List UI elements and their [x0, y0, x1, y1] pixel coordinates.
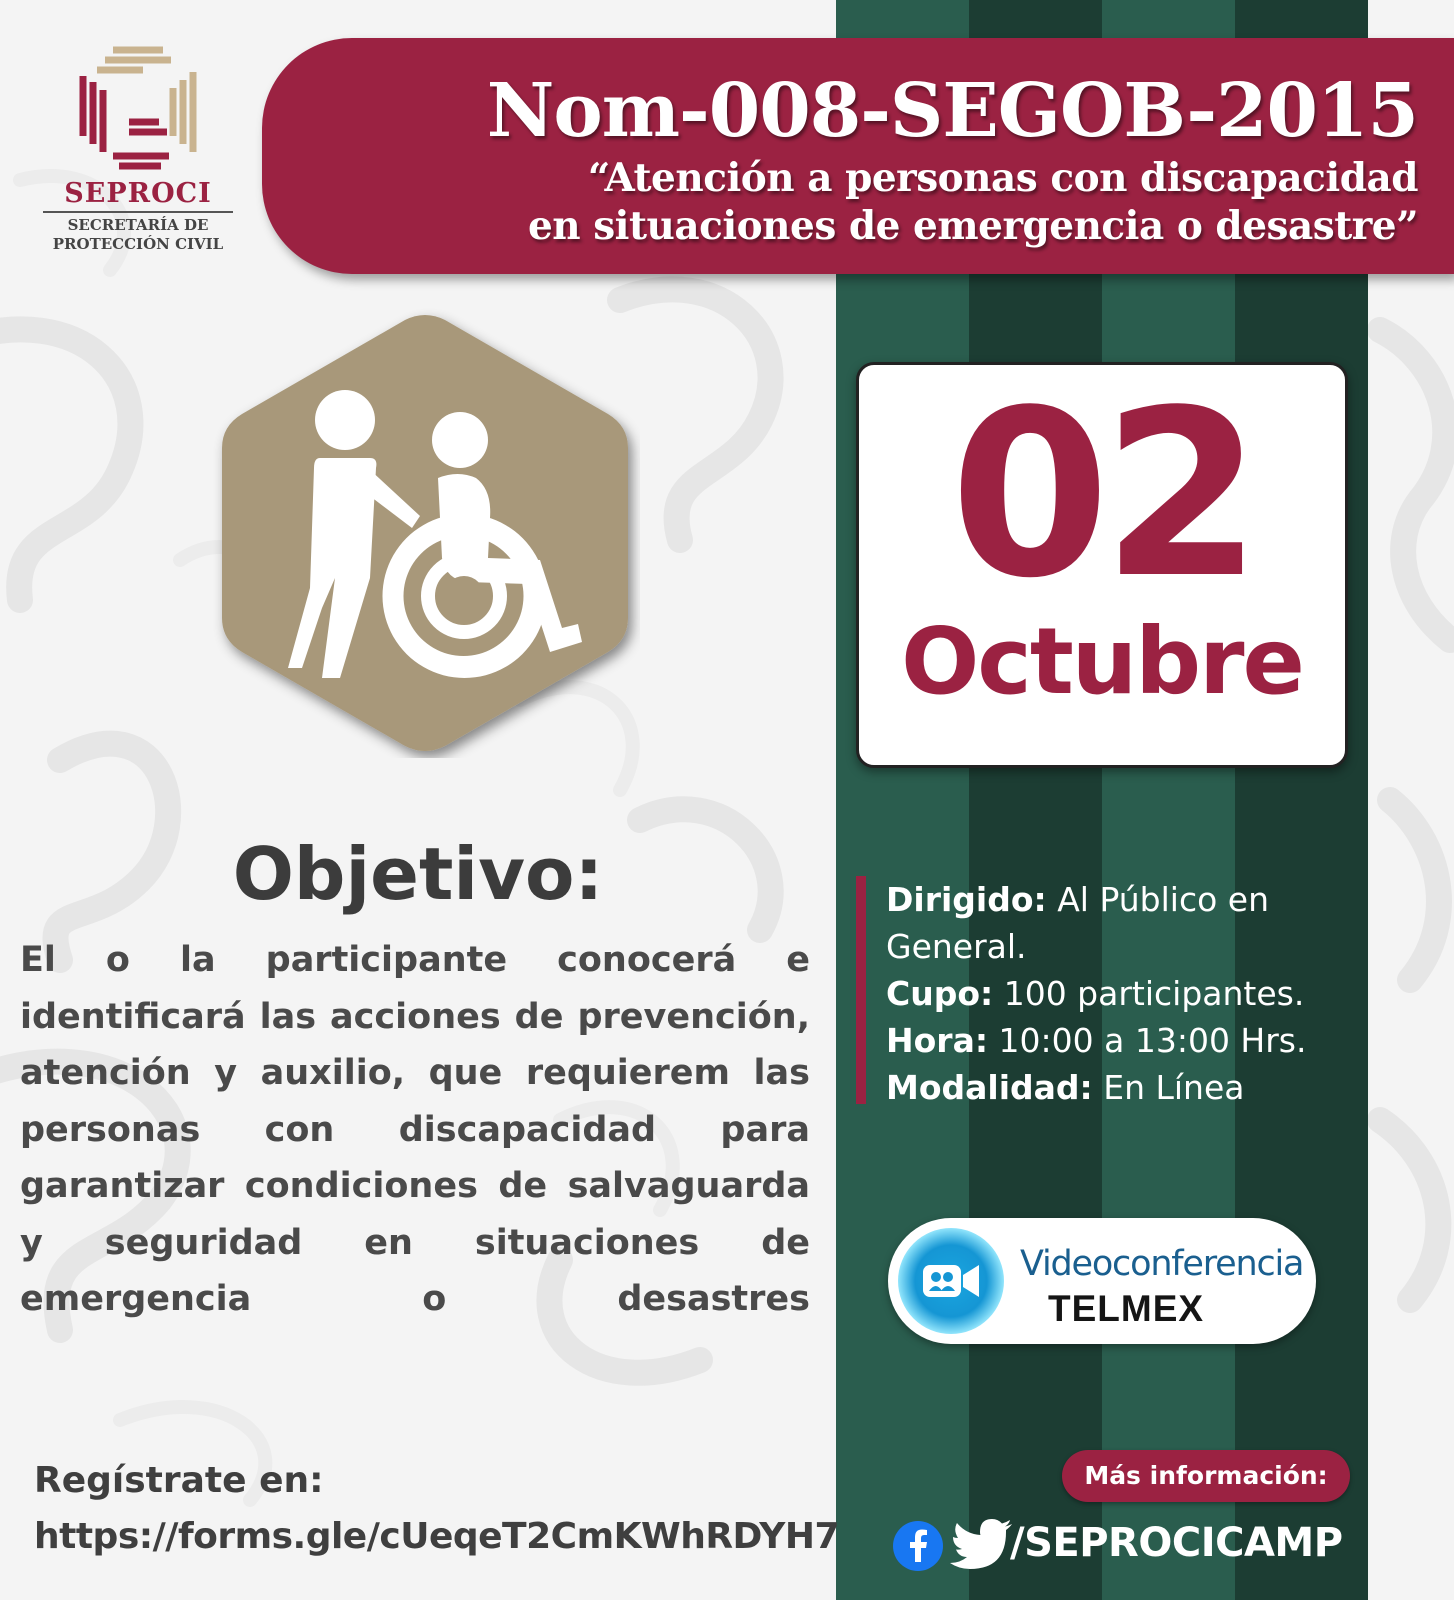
audience-label: Dirigido:	[886, 880, 1047, 919]
social-handle[interactable]: /SEPROCICAMP	[1010, 1520, 1343, 1566]
twitter-icon[interactable]	[950, 1516, 1014, 1572]
subtitle-line1: “Atención a personas con discapacidad	[587, 155, 1418, 201]
time-row	[886, 1017, 1356, 1064]
capacity-row	[886, 970, 1356, 1017]
wheelchair-assistance-icon	[210, 308, 640, 758]
logo-subtitle-line2: PROTECCIÓN CIVIL	[52, 235, 224, 253]
objective-heading: Objetivo:	[232, 832, 604, 916]
title-banner	[262, 38, 1454, 274]
platform-brand: TELMEX	[1048, 1288, 1205, 1329]
time-label: Hora:	[886, 1021, 989, 1060]
mode-label: Modalidad:	[886, 1068, 1093, 1107]
event-day: 02	[949, 362, 1255, 629]
audience-value: Al Público en General.	[886, 880, 1270, 966]
subtitle-line2: en situaciones de emergencia o desastre”	[527, 203, 1418, 249]
time-value: 10:00 a 13:00 Hrs.	[998, 1021, 1307, 1060]
audience-row	[886, 876, 1356, 970]
logo-subtitle-line1: SECRETARÍA DE	[67, 216, 209, 234]
capacity-value: 100 participantes.	[1003, 974, 1305, 1013]
logo-divider	[43, 211, 233, 213]
logo-acronym: SEPROCI	[64, 178, 212, 209]
facebook-icon[interactable]	[892, 1520, 944, 1572]
page-title: Nom-008-SEGOB-2015	[486, 68, 1418, 154]
more-info-label: Más información:	[1062, 1450, 1350, 1502]
date-card	[856, 362, 1348, 768]
seproci-emblem-icon	[73, 36, 203, 176]
event-details	[856, 876, 1356, 1107]
event-month: Octubre	[901, 608, 1303, 715]
registration-label: Regístrate en:	[34, 1460, 324, 1501]
mode-value: En Línea	[1103, 1068, 1245, 1107]
seproci-logo	[38, 36, 238, 266]
videoconference-badge	[888, 1218, 1316, 1344]
social-handle-row	[892, 1512, 1452, 1582]
objective-text: El o la participante conocerá e identificará las acciones de prevención, atención y auxilio, que requierem las personas con discapacidad para garantizar condiciones de salvaguarda y seguridad en situaciones de emergencia o desastres	[20, 940, 810, 1319]
registration-link[interactable]: https://forms.gle/cUeqeT2CmKWhRDYH7	[34, 1516, 840, 1557]
mode-row	[886, 1064, 1356, 1111]
platform-name: Videoconferencia	[1020, 1244, 1304, 1284]
video-camera-icon	[898, 1228, 1004, 1334]
capacity-label: Cupo:	[886, 974, 994, 1013]
